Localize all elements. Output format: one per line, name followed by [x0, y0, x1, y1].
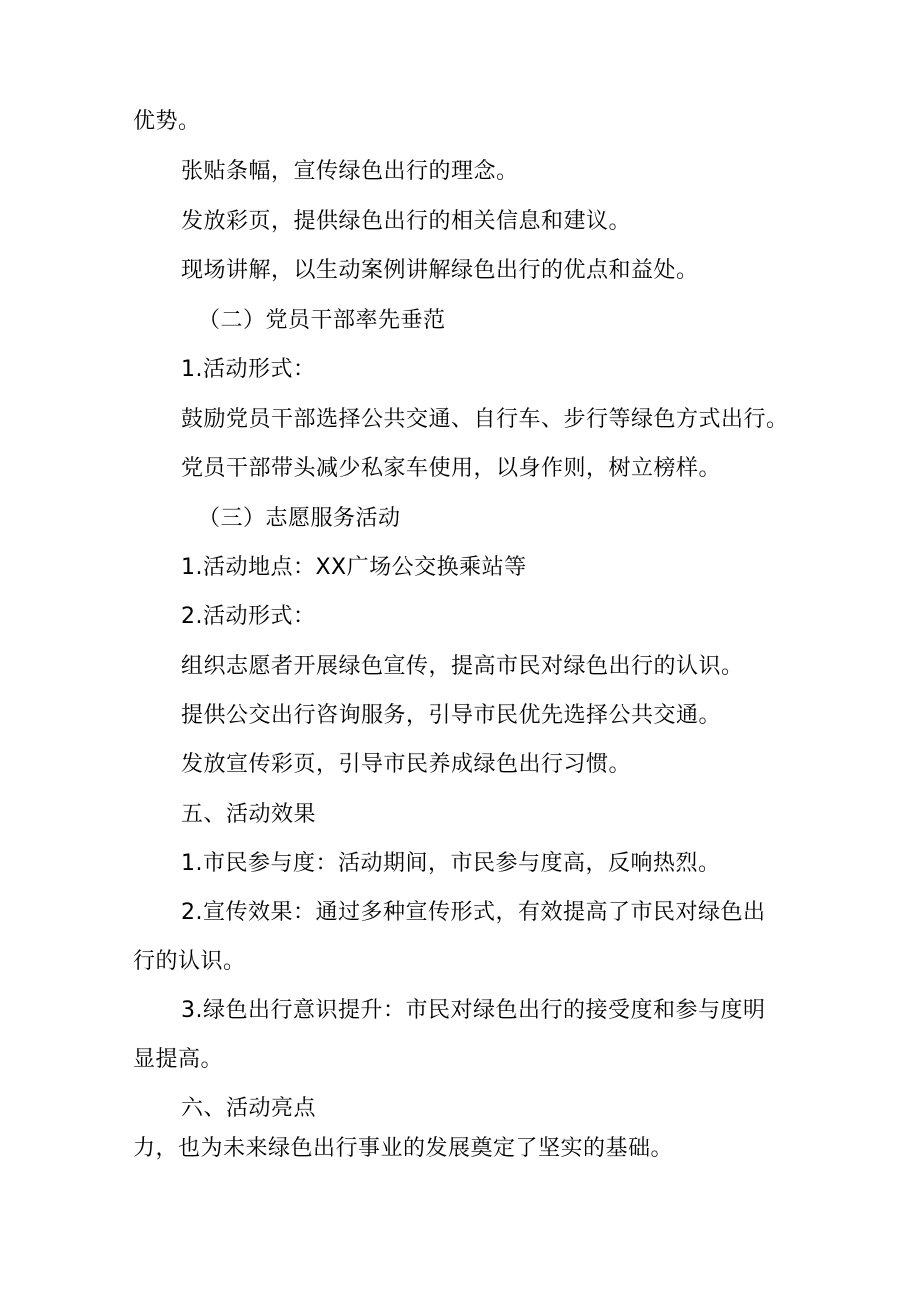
- paragraph-line: 显提高。: [133, 1047, 224, 1072]
- paragraph-line: 发放宣传彩页，引导市民养成绿色出行习惯。: [181, 752, 632, 777]
- section-heading: 五、活动效果: [181, 802, 317, 827]
- paragraph-line: 鼓励党员干部选择公共交通、自行车、步行等绿色方式出行。: [181, 407, 789, 432]
- section-heading: 六、活动亮点: [181, 1096, 317, 1121]
- paragraph-line: 优势。: [133, 109, 201, 134]
- paragraph-line: 现场讲解，以生动案例讲解绿色出行的优点和益处。: [181, 258, 699, 283]
- paragraph-line: 组织志愿者开展绿色宣传，提高市民对绿色出行的认识。: [181, 654, 744, 679]
- list-item-label: 1.活动形式：: [181, 357, 316, 382]
- paragraph-line: 行的认识。: [133, 949, 246, 974]
- section-heading: （二）党员干部率先垂范: [198, 308, 446, 333]
- list-item: 2.宣传效果：通过多种宣传形式，有效提高了市民对绿色出: [181, 900, 766, 925]
- list-item: 3.绿色出行意识提升：市民对绿色出行的接受度和参与度明: [181, 998, 766, 1023]
- paragraph-line: 发放彩页，提供绿色出行的相关信息和建议。: [181, 209, 632, 234]
- list-item-label: 1.活动地点：XX广场公交换乘站等: [181, 555, 527, 580]
- paragraph-line: 党员干部带头减少私家车使用，以身作则，树立榜样。: [181, 456, 722, 481]
- list-item-label: 2.活动形式：: [181, 604, 316, 629]
- paragraph-line: 提供公交出行咨询服务，引导市民优先选择公共交通。: [181, 703, 722, 728]
- paragraph-line: 力，也为未来绿色出行事业的发展奠定了坚实的基础。: [133, 1136, 674, 1161]
- paragraph-line: 张贴条幅，宣传绿色出行的理念。: [181, 159, 519, 184]
- section-heading: （三）志愿服务活动: [198, 506, 401, 531]
- list-item: 1.市民参与度：活动期间，市民参与度高，反响热烈。: [181, 851, 721, 876]
